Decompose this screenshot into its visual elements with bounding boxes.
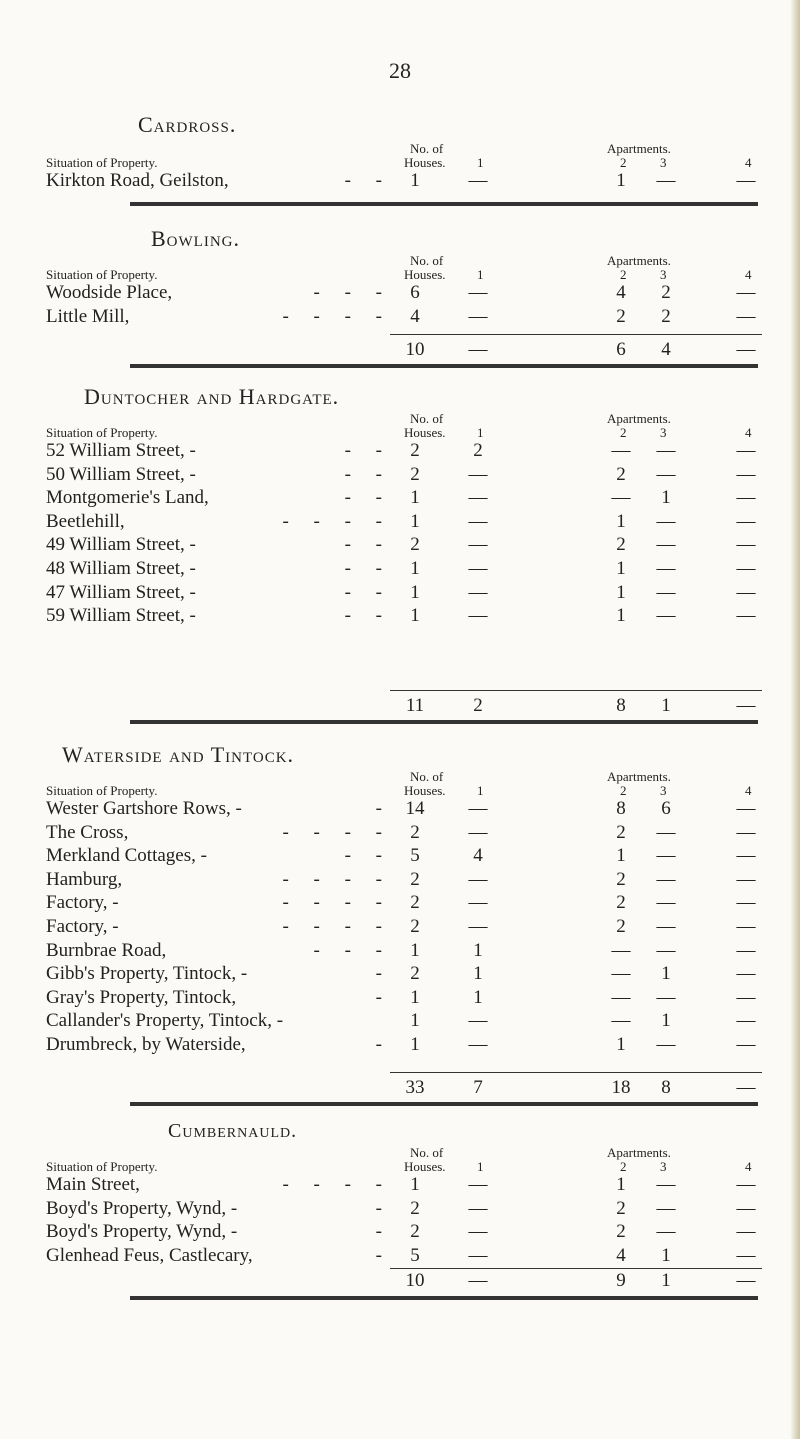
header-ap2: 2 <box>620 267 627 282</box>
apt4-cell: — <box>736 305 756 327</box>
leader-dashes: - <box>375 986 392 1008</box>
houses-cell: 10 <box>405 1270 425 1291</box>
apt2-cell: 4 <box>616 282 626 303</box>
leader-dashes: - <box>375 1197 392 1219</box>
property-name: The Cross, <box>46 821 129 843</box>
property-name: Wester Gartshore Rows, - <box>46 798 242 819</box>
apt4-cell: — <box>736 892 756 914</box>
table-row <box>0 464 800 488</box>
header-ap2: 2 <box>620 155 627 170</box>
apt2-cell: 6 <box>616 339 626 360</box>
leader-dashes: - <box>375 798 392 819</box>
houses-cell: 1 <box>410 986 420 1008</box>
apt3-cell: — <box>656 1034 676 1055</box>
leader-dashes: - - <box>344 487 392 509</box>
total-row <box>0 1270 800 1294</box>
leader-dashes: - - <box>344 581 392 603</box>
houses-cell: 2 <box>410 440 420 461</box>
apt4-cell: — <box>736 986 756 1008</box>
property-name: Woodside Place, <box>46 282 173 303</box>
apt4-cell: — <box>736 1034 756 1055</box>
apt2-cell: 2 <box>616 1197 626 1219</box>
apt1-cell: 4 <box>473 845 483 867</box>
header-ap2: 2 <box>620 1159 627 1174</box>
apt2-cell: 2 <box>616 463 626 485</box>
table-row <box>0 822 800 846</box>
leader-dashes: - - <box>344 845 392 867</box>
houses-cell: 2 <box>410 821 420 843</box>
houses-cell: 2 <box>410 463 420 485</box>
apt1-cell: 7 <box>473 1077 483 1098</box>
apt4-cell: — <box>736 487 756 509</box>
houses-cell: 1 <box>410 939 420 961</box>
apt3-cell: — <box>656 986 676 1008</box>
header-ap1: 1 <box>477 783 484 798</box>
apt4-cell: — <box>736 939 756 961</box>
header-houses: Houses. <box>404 1159 446 1174</box>
table-row <box>0 487 800 511</box>
apt3-cell: 1 <box>661 1010 671 1032</box>
houses-cell: 2 <box>410 892 420 914</box>
header-houses: Houses. <box>404 267 446 282</box>
header-situation: Situation of Property. <box>46 1159 158 1174</box>
table-row <box>0 916 800 940</box>
apt3-cell: 1 <box>661 1270 671 1291</box>
apt1-cell: 2 <box>473 695 483 716</box>
houses-cell: 1 <box>410 170 420 191</box>
apt2-cell: 1 <box>616 510 626 532</box>
property-name: Boyd's Property, Wynd, - <box>46 1197 238 1219</box>
apt2-cell: — <box>611 487 631 509</box>
apt1-cell: — <box>468 558 488 579</box>
apt4-cell: — <box>736 845 756 867</box>
apt2-cell: — <box>611 939 631 961</box>
header-ap3: 3 <box>660 783 667 798</box>
section-divider <box>130 364 758 368</box>
apt4-cell: — <box>736 695 756 716</box>
apt4-cell: — <box>736 605 756 627</box>
leader-dashes: - <box>375 1034 392 1055</box>
apt3-cell: 2 <box>661 282 671 303</box>
houses-cell: 10 <box>405 339 425 360</box>
leader-dashes: - - - - <box>282 868 392 890</box>
table-row <box>0 282 800 306</box>
table-row <box>0 1010 800 1034</box>
header-ap1: 1 <box>477 1159 484 1174</box>
apt3-cell: — <box>656 1174 676 1195</box>
table-row <box>0 534 800 558</box>
houses-cell: 2 <box>410 534 420 556</box>
header-apartments: Apartments. <box>607 141 671 156</box>
apt3-cell: — <box>656 605 676 627</box>
apt1-cell: — <box>468 305 488 327</box>
leader-dashes: - - - <box>313 939 392 961</box>
leader-dashes: - - <box>344 605 392 627</box>
apt3-cell: 2 <box>661 305 671 327</box>
table-row <box>0 582 800 606</box>
apt3-cell: — <box>656 463 676 485</box>
leader-dashes: - <box>375 1221 392 1243</box>
apt1-cell: — <box>468 868 488 890</box>
apt3-cell: 1 <box>661 963 671 985</box>
total-rule <box>390 690 762 691</box>
apt2-cell: 1 <box>616 1034 626 1055</box>
apt3-cell: — <box>656 939 676 961</box>
apt1-cell: — <box>468 581 488 603</box>
table-row <box>0 511 800 535</box>
apt1-cell: — <box>468 1244 488 1266</box>
houses-cell: 2 <box>410 1221 420 1243</box>
apt3-cell: — <box>656 558 676 579</box>
apt4-cell: — <box>736 282 756 303</box>
header-situation: Situation of Property. <box>46 425 158 440</box>
apt3-cell: — <box>656 440 676 461</box>
houses-cell: 11 <box>405 695 425 716</box>
apt1-cell: — <box>468 534 488 556</box>
apt2-cell: 8 <box>616 695 626 716</box>
property-name: 52 William Street, - <box>46 440 196 461</box>
apt2-cell: 2 <box>616 821 626 843</box>
apt2-cell: 2 <box>616 916 626 937</box>
houses-cell: 5 <box>410 845 420 867</box>
apt4-cell: — <box>736 534 756 556</box>
apt3-cell: 1 <box>661 1244 671 1266</box>
section-title: Cumbernauld. <box>168 1120 298 1142</box>
apt1-cell: — <box>468 1034 488 1055</box>
apt4-cell: — <box>736 1244 756 1266</box>
apt4-cell: — <box>736 798 756 819</box>
property-name: Factory, - <box>46 892 119 914</box>
table-row <box>0 892 800 916</box>
property-name: Drumbreck, by Waterside, <box>46 1034 246 1055</box>
apt4-cell: — <box>736 1197 756 1219</box>
property-name: Burnbrae Road, <box>46 939 167 961</box>
header-apartments: Apartments. <box>607 1145 671 1160</box>
property-name: Glenhead Feus, Castlecary, <box>46 1244 253 1266</box>
header-no-of: No. of <box>410 253 444 268</box>
apt1-cell: — <box>468 487 488 509</box>
apt3-cell: — <box>656 510 676 532</box>
header-ap4: 4 <box>745 1159 752 1174</box>
houses-cell: 1 <box>410 1010 420 1032</box>
apt4-cell: — <box>736 963 756 985</box>
table-row <box>0 1034 800 1058</box>
apt3-cell: 6 <box>661 798 671 819</box>
property-name: 59 William Street, - <box>46 605 196 627</box>
apt3-cell: — <box>656 1221 676 1243</box>
property-name: Boyd's Property, Wynd, - <box>46 1221 238 1243</box>
houses-cell: 2 <box>410 1197 420 1219</box>
header-no-of: No. of <box>410 1145 444 1160</box>
header-situation: Situation of Property. <box>46 155 158 170</box>
apt4-cell: — <box>736 463 756 485</box>
section-divider <box>130 1102 758 1106</box>
header-ap2: 2 <box>620 783 627 798</box>
property-name: 47 William Street, - <box>46 581 196 603</box>
houses-cell: 2 <box>410 963 420 985</box>
header-ap4: 4 <box>745 267 752 282</box>
header-no-of: No. of <box>410 769 444 784</box>
houses-cell: 1 <box>410 510 420 532</box>
property-name: Hamburg, <box>46 868 123 890</box>
table-row <box>0 1245 800 1269</box>
table-row <box>0 798 800 822</box>
houses-cell: 1 <box>410 605 420 627</box>
property-name: Gray's Property, Tintock, <box>46 986 237 1008</box>
apt4-cell: — <box>736 170 756 191</box>
leader-dashes: - - <box>344 463 392 485</box>
property-name: Main Street, <box>46 1174 140 1195</box>
apt4-cell: — <box>736 916 756 937</box>
page-number: 28 <box>389 58 411 83</box>
apt4-cell: — <box>736 510 756 532</box>
apt2-cell: 1 <box>616 558 626 579</box>
leader-dashes: - <box>375 1244 392 1266</box>
header-apartments: Apartments. <box>607 411 671 426</box>
apt3-cell: 1 <box>661 487 671 509</box>
apt3-cell: 8 <box>661 1077 671 1098</box>
houses-cell: 6 <box>410 282 420 303</box>
property-name: 50 William Street, - <box>46 463 196 485</box>
apt3-cell: — <box>656 821 676 843</box>
property-name: 49 William Street, - <box>46 534 196 556</box>
table-row <box>0 605 800 629</box>
apt2-cell: — <box>611 1010 631 1032</box>
apt3-cell: — <box>656 916 676 937</box>
section-divider <box>130 720 758 724</box>
property-name: Factory, - <box>46 916 119 937</box>
leader-dashes: - - <box>344 558 392 579</box>
apt1-cell: — <box>468 510 488 532</box>
apt4-cell: — <box>736 1174 756 1195</box>
apt4-cell: — <box>736 581 756 603</box>
apt2-cell: 9 <box>616 1270 626 1291</box>
apt2-cell: 1 <box>616 605 626 627</box>
table-row <box>0 1198 800 1222</box>
leader-dashes: - - - - <box>282 510 392 532</box>
header-ap3: 3 <box>660 155 667 170</box>
houses-cell: 1 <box>410 487 420 509</box>
section-title: Cardross. <box>138 112 237 137</box>
apt2-cell: 1 <box>616 845 626 867</box>
header-situation: Situation of Property. <box>46 267 158 282</box>
apt1-cell: — <box>468 170 488 191</box>
header-houses: Houses. <box>404 783 446 798</box>
apt2-cell: 2 <box>616 1221 626 1243</box>
apt1-cell: — <box>468 1174 488 1195</box>
apt2-cell: 2 <box>616 305 626 327</box>
header-ap3: 3 <box>660 267 667 282</box>
section-title: Waterside and Tintock. <box>62 742 295 767</box>
apt1-cell: — <box>468 916 488 937</box>
property-name: Little Mill, <box>46 305 130 327</box>
leader-dashes: - - - - <box>282 916 392 937</box>
houses-cell: 1 <box>410 1174 420 1195</box>
apt2-cell: — <box>611 440 631 461</box>
apt2-cell: 1 <box>616 170 626 191</box>
apt1-cell: — <box>468 1270 488 1291</box>
table-row <box>0 306 800 330</box>
table-row <box>0 845 800 869</box>
apt1-cell: 1 <box>473 939 483 961</box>
header-ap3: 3 <box>660 425 667 440</box>
apt1-cell: — <box>468 282 488 303</box>
apt3-cell: — <box>656 581 676 603</box>
apt3-cell: — <box>656 534 676 556</box>
property-name: Montgomerie's Land, <box>46 487 209 509</box>
header-situation: Situation of Property. <box>46 783 158 798</box>
header-apartments: Apartments. <box>607 769 671 784</box>
table-row <box>0 170 800 194</box>
property-name: Callander's Property, Tintock, - <box>46 1010 284 1032</box>
total-rule <box>390 1072 762 1073</box>
apt3-cell: — <box>656 892 676 914</box>
apt1-cell: — <box>468 1010 488 1032</box>
header-no-of: No. of <box>410 411 444 426</box>
header-ap1: 1 <box>477 425 484 440</box>
total-row <box>0 1077 800 1101</box>
leader-dashes: - - <box>344 170 392 191</box>
header-ap4: 4 <box>745 425 752 440</box>
property-name: Gibb's Property, Tintock, - <box>46 963 248 985</box>
leader-dashes: - - - - <box>282 1174 392 1195</box>
table-row <box>0 987 800 1011</box>
apt4-cell: — <box>736 1270 756 1291</box>
leader-dashes: - - - - <box>282 305 392 327</box>
houses-cell: 2 <box>410 916 420 937</box>
apt4-cell: — <box>736 1077 756 1098</box>
apt1-cell: — <box>468 821 488 843</box>
houses-cell: 5 <box>410 1244 420 1266</box>
houses-cell: 1 <box>410 558 420 579</box>
table-row <box>0 940 800 964</box>
header-ap1: 1 <box>477 155 484 170</box>
section-divider <box>130 202 758 206</box>
apt1-cell: — <box>468 798 488 819</box>
header-no-of: No. of <box>410 141 444 156</box>
table-row <box>0 1221 800 1245</box>
apt4-cell: — <box>736 868 756 890</box>
header-houses: Houses. <box>404 425 446 440</box>
apt2-cell: 4 <box>616 1244 626 1266</box>
houses-cell: 33 <box>405 1077 425 1098</box>
leader-dashes: - - <box>344 534 392 556</box>
apt1-cell: — <box>468 463 488 485</box>
header-ap1: 1 <box>477 267 484 282</box>
table-row <box>0 1174 800 1198</box>
houses-cell: 14 <box>405 798 425 819</box>
apt3-cell: 1 <box>661 695 671 716</box>
apt1-cell: — <box>468 1197 488 1219</box>
apt2-cell: — <box>611 963 631 985</box>
apt2-cell: 2 <box>616 892 626 914</box>
apt4-cell: — <box>736 1221 756 1243</box>
leader-dashes: - - - - <box>282 892 392 914</box>
apt2-cell: 2 <box>616 868 626 890</box>
table-row <box>0 558 800 582</box>
section-divider <box>130 1296 758 1300</box>
table-row <box>0 440 800 464</box>
apt3-cell: — <box>656 868 676 890</box>
apt3-cell: — <box>656 845 676 867</box>
apt1-cell: — <box>468 892 488 914</box>
apt4-cell: — <box>736 558 756 579</box>
houses-cell: 1 <box>410 1034 420 1055</box>
apt4-cell: — <box>736 821 756 843</box>
table-row <box>0 963 800 987</box>
apt2-cell: — <box>611 986 631 1008</box>
total-rule <box>390 334 762 335</box>
apt3-cell: — <box>656 1197 676 1219</box>
apt1-cell: 1 <box>473 986 483 1008</box>
houses-cell: 2 <box>410 868 420 890</box>
header-ap2: 2 <box>620 425 627 440</box>
leader-dashes: - - - <box>313 282 392 303</box>
apt2-cell: 1 <box>616 1174 626 1195</box>
apt1-cell: — <box>468 605 488 627</box>
apt1-cell: 1 <box>473 963 483 985</box>
total-row <box>0 695 800 719</box>
apt1-cell: 2 <box>473 440 483 461</box>
property-name: Kirkton Road, Geilston, <box>46 170 229 191</box>
total-row <box>0 339 800 363</box>
apt1-cell: — <box>468 339 488 360</box>
houses-cell: 1 <box>410 581 420 603</box>
houses-cell: 4 <box>410 305 420 327</box>
apt2-cell: 1 <box>616 581 626 603</box>
section-title: Duntocher and Hardgate. <box>84 384 340 409</box>
apt1-cell: — <box>468 1221 488 1243</box>
apt3-cell: — <box>656 170 676 191</box>
section-title: Bowling. <box>151 226 240 251</box>
apt4-cell: — <box>736 339 756 360</box>
apt2-cell: 8 <box>616 798 626 819</box>
apt4-cell: — <box>736 440 756 461</box>
apt2-cell: 2 <box>616 534 626 556</box>
property-name: Beetlehill, <box>46 510 125 532</box>
header-houses: Houses. <box>404 155 446 170</box>
header-ap3: 3 <box>660 1159 667 1174</box>
apt3-cell: 4 <box>661 339 671 360</box>
table-row <box>0 869 800 893</box>
leader-dashes: - - - - <box>282 821 392 843</box>
leader-dashes: - - <box>344 440 392 461</box>
property-name: Merkland Cottages, - <box>46 845 207 867</box>
header-apartments: Apartments. <box>607 253 671 268</box>
property-name: 48 William Street, - <box>46 558 196 579</box>
header-ap4: 4 <box>745 155 752 170</box>
leader-dashes: - <box>375 963 392 985</box>
apt2-cell: 18 <box>611 1077 631 1098</box>
header-ap4: 4 <box>745 783 752 798</box>
apt4-cell: — <box>736 1010 756 1032</box>
